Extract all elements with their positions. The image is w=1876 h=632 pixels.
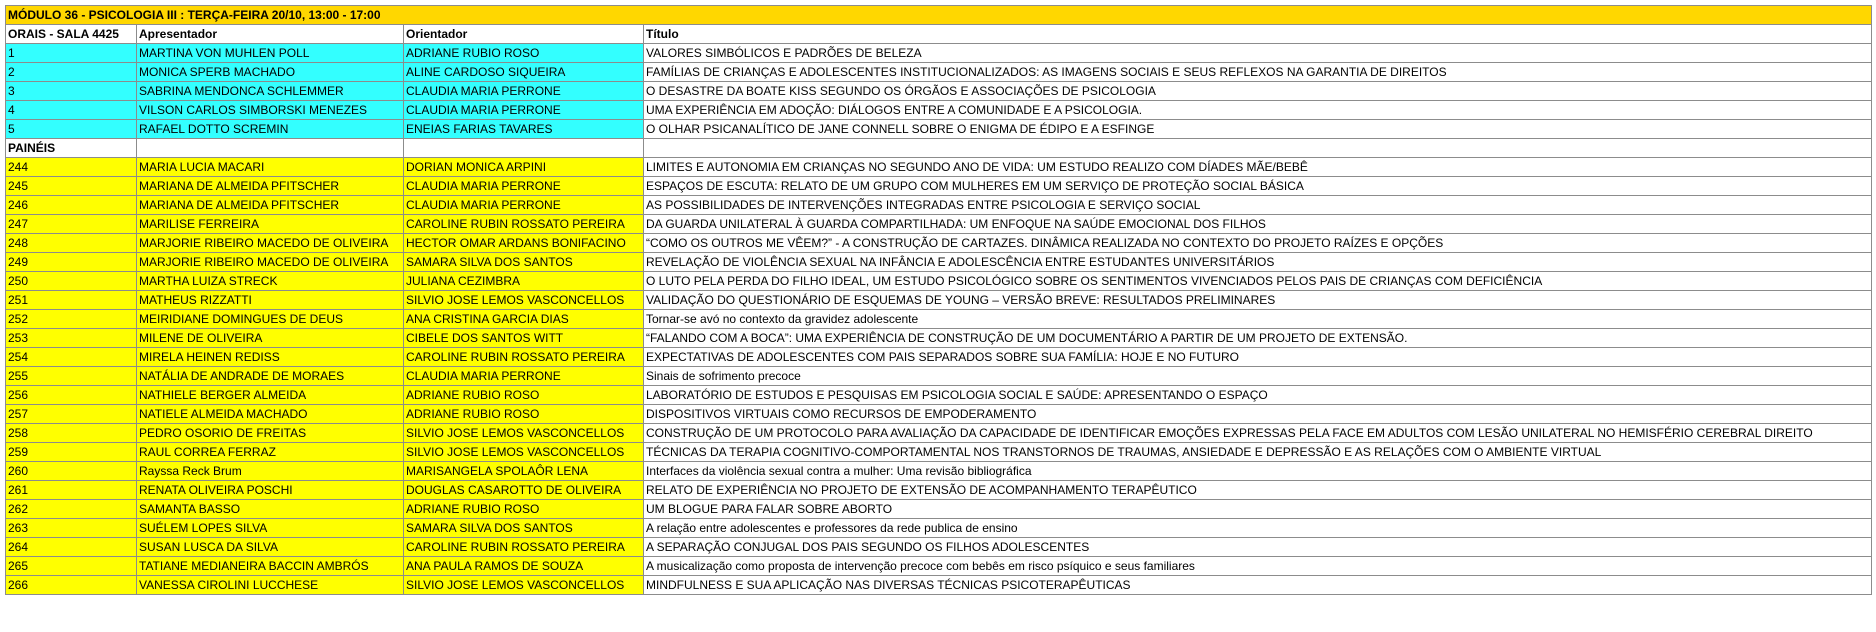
- table-row: [6, 158, 1872, 177]
- orientador-cell: ADRIANE RUBIO ROSO: [404, 500, 644, 519]
- row-number: 257: [6, 405, 137, 424]
- titulo-cell: A SEPARAÇÃO CONJUGAL DOS PAIS SEGUNDO OS FILHOS ADOLESCENTES: [644, 538, 1872, 557]
- title-row: [6, 6, 1872, 25]
- orientador-cell: ENEIAS FARIAS TAVARES: [404, 120, 644, 139]
- paineis-section-row: [6, 139, 1872, 158]
- row-number: 250: [6, 272, 137, 291]
- module-title: MÓDULO 36 - PSICOLOGIA III : TERÇA-FEIRA 20/10, 13:00 - 17:00: [6, 6, 1872, 25]
- orientador-cell: ALINE CARDOSO SIQUEIRA: [404, 63, 644, 82]
- apresentador-cell: SABRINA MENDONCA SCHLEMMER: [137, 82, 404, 101]
- row-number: 3: [6, 82, 137, 101]
- orientador-cell: ANA PAULA RAMOS DE SOUZA: [404, 557, 644, 576]
- apresentador-cell: MARIANA DE ALMEIDA PFITSCHER: [137, 196, 404, 215]
- table-row: [6, 253, 1872, 272]
- orientador-cell: SAMARA SILVA DOS SANTOS: [404, 253, 644, 272]
- empty-cell: [137, 139, 404, 158]
- row-number: 5: [6, 120, 137, 139]
- titulo-cell: O OLHAR PSICANALÍTICO DE JANE CONNELL SOBRE O ENIGMA DE ÉDIPO E A ESFINGE: [644, 120, 1872, 139]
- titulo-cell: Tornar-se avó no contexto da gravidez adolescente: [644, 310, 1872, 329]
- row-number: 266: [6, 576, 137, 595]
- titulo-cell: MINDFULNESS E SUA APLICAÇÃO NAS DIVERSAS TÉCNICAS PSICOTERAPÊUTICAS: [644, 576, 1872, 595]
- apresentador-cell: SAMANTA BASSO: [137, 500, 404, 519]
- table-row: [6, 576, 1872, 595]
- orientador-cell: SILVIO JOSE LEMOS VASCONCELLOS: [404, 424, 644, 443]
- apresentador-cell: NATÁLIA DE ANDRADE DE MORAES: [137, 367, 404, 386]
- row-number: 256: [6, 386, 137, 405]
- row-number: 2: [6, 63, 137, 82]
- titulo-cell: EXPECTATIVAS DE ADOLESCENTES COM PAIS SEPARADOS SOBRE SUA FAMÍLIA: HOJE E NO FUTURO: [644, 348, 1872, 367]
- titulo-cell: REVELAÇÃO DE VIOLÊNCIA SEXUAL NA INFÂNCIA E ADOLESCÊNCIA ENTRE ESTUDANTES UNIVERSITÁRIOS: [644, 253, 1872, 272]
- orientador-cell: ANA CRISTINA GARCIA DIAS: [404, 310, 644, 329]
- table-row: [6, 44, 1872, 63]
- schedule-table: [5, 5, 1872, 595]
- apresentador-cell: MARIANA DE ALMEIDA PFITSCHER: [137, 177, 404, 196]
- table-row: [6, 462, 1872, 481]
- row-number: 245: [6, 177, 137, 196]
- table-row: [6, 481, 1872, 500]
- row-number: 248: [6, 234, 137, 253]
- table-row: [6, 557, 1872, 576]
- titulo-cell: VALORES SIMBÓLICOS E PADRÕES DE BELEZA: [644, 44, 1872, 63]
- orientador-cell: SILVIO JOSE LEMOS VASCONCELLOS: [404, 443, 644, 462]
- table-row: [6, 519, 1872, 538]
- apresentador-cell: NATHIELE BERGER ALMEIDA: [137, 386, 404, 405]
- orientador-cell: CLAUDIA MARIA PERRONE: [404, 177, 644, 196]
- orientador-cell: ADRIANE RUBIO ROSO: [404, 386, 644, 405]
- titulo-cell: UMA EXPERIÊNCIA EM ADOÇÃO: DIÁLOGOS ENTRE A COMUNIDADE E A PSICOLOGIA.: [644, 101, 1872, 120]
- table-row: [6, 82, 1872, 101]
- table-row: [6, 63, 1872, 82]
- titulo-cell: DA GUARDA UNILATERAL À GUARDA COMPARTILHADA: UM ENFOQUE NA SAÚDE EMOCIONAL DOS FILHOS: [644, 215, 1872, 234]
- row-number: 261: [6, 481, 137, 500]
- titulo-cell: “COMO OS OUTROS ME VÊEM?” - A CONSTRUÇÃO DE CARTAZES. DINÂMICA REALIZADA NO CONTEXTO DO PROJETO RAÍZES E OPÇÕES: [644, 234, 1872, 253]
- orientador-cell: CIBELE DOS SANTOS WITT: [404, 329, 644, 348]
- orientador-cell: CLAUDIA MARIA PERRONE: [404, 196, 644, 215]
- titulo-cell: Interfaces da violência sexual contra a mulher: Uma revisão bibliográfica: [644, 462, 1872, 481]
- orientador-cell: SILVIO JOSE LEMOS VASCONCELLOS: [404, 291, 644, 310]
- titulo-cell: LIMITES E AUTONOMIA EM CRIANÇAS NO SEGUNDO ANO DE VIDA: UM ESTUDO REALIZO COM DÍADES MÃE/BEBÊ: [644, 158, 1872, 177]
- orientador-cell: JULIANA CEZIMBRA: [404, 272, 644, 291]
- apresentador-cell: MARTINA VON MUHLEN POLL: [137, 44, 404, 63]
- titulo-cell: A relação entre adolescentes e professores da rede publica de ensino: [644, 519, 1872, 538]
- row-number: 264: [6, 538, 137, 557]
- row-number: 262: [6, 500, 137, 519]
- table-row: [6, 443, 1872, 462]
- orientador-cell: SILVIO JOSE LEMOS VASCONCELLOS: [404, 576, 644, 595]
- row-number: 260: [6, 462, 137, 481]
- titulo-cell: ESPAÇOS DE ESCUTA: RELATO DE UM GRUPO COM MULHERES EM UM SERVIÇO DE PROTEÇÃO SOCIAL BÁSICA: [644, 177, 1872, 196]
- apresentador-cell: VANESSA CIROLINI LUCCHESE: [137, 576, 404, 595]
- table-row: [6, 386, 1872, 405]
- row-number: 258: [6, 424, 137, 443]
- row-number: 4: [6, 101, 137, 120]
- titulo-cell: O DESASTRE DA BOATE KISS SEGUNDO OS ÓRGÃOS E ASSOCIAÇÕES DE PSICOLOGIA: [644, 82, 1872, 101]
- titulo-cell: FAMÍLIAS DE CRIANÇAS E ADOLESCENTES INSTITUCIONALIZADOS: AS IMAGENS SOCIAIS E SEUS REFLEXOS NA GARANTIA DE DIREITOS: [644, 63, 1872, 82]
- apresentador-cell: SUÉLEM LOPES SILVA: [137, 519, 404, 538]
- row-number: 252: [6, 310, 137, 329]
- apresentador-cell: NATIELE ALMEIDA MACHADO: [137, 405, 404, 424]
- titulo-cell: RELATO DE EXPERIÊNCIA NO PROJETO DE EXTENSÃO DE ACOMPANHAMENTO TERAPÊUTICO: [644, 481, 1872, 500]
- header-titulo: Título: [644, 25, 1872, 44]
- apresentador-cell: VILSON CARLOS SIMBORSKI MENEZES: [137, 101, 404, 120]
- titulo-cell: “FALANDO COM A BOCA”: UMA EXPERIÊNCIA DE CONSTRUÇÃO DE UM DOCUMENTÁRIO A PARTIR DE UM PROJETO DE EXTENSÃO.: [644, 329, 1872, 348]
- table-row: [6, 196, 1872, 215]
- titulo-cell: TÉCNICAS DA TERAPIA COGNITIVO-COMPORTAMENTAL NOS TRANSTORNOS DE TRAUMAS, ANSIEDADE E DEPRESSÃO E AS RELAÇÕES COM O AMBIENTE VIRTUAL: [644, 443, 1872, 462]
- row-number: 251: [6, 291, 137, 310]
- table-row: [6, 348, 1872, 367]
- empty-cell: [404, 139, 644, 158]
- titulo-cell: DISPOSITIVOS VIRTUAIS COMO RECURSOS DE EMPODERAMENTO: [644, 405, 1872, 424]
- titulo-cell: O LUTO PELA PERDA DO FILHO IDEAL, UM ESTUDO PSICOLÓGICO SOBRE OS SENTIMENTOS VIVENCIADOS PELOS PAIS DE CRIANÇAS COM DEFICIÊNCIA: [644, 272, 1872, 291]
- apresentador-cell: Rayssa Reck Brum: [137, 462, 404, 481]
- apresentador-cell: MILENE DE OLIVEIRA: [137, 329, 404, 348]
- schedule-sheet: [5, 5, 1872, 595]
- row-number: 259: [6, 443, 137, 462]
- row-number: 253: [6, 329, 137, 348]
- apresentador-cell: MARIA LUCIA MACARI: [137, 158, 404, 177]
- table-row: [6, 215, 1872, 234]
- titulo-cell: Sinais de sofrimento precoce: [644, 367, 1872, 386]
- orientador-cell: DOUGLAS CASAROTTO DE OLIVEIRA: [404, 481, 644, 500]
- apresentador-cell: MIRELA HEINEN REDISS: [137, 348, 404, 367]
- table-row: [6, 272, 1872, 291]
- table-row: [6, 120, 1872, 139]
- row-number: 246: [6, 196, 137, 215]
- titulo-cell: A musicalização como proposta de intervenção precoce com bebês em risco psíquico e seus familiares: [644, 557, 1872, 576]
- row-number: 247: [6, 215, 137, 234]
- apresentador-cell: RAFAEL DOTTO SCREMIN: [137, 120, 404, 139]
- header-orientador: Orientador: [404, 25, 644, 44]
- titulo-cell: UM BLOGUE PARA FALAR SOBRE ABORTO: [644, 500, 1872, 519]
- orientador-cell: CLAUDIA MARIA PERRONE: [404, 101, 644, 120]
- row-number: 1: [6, 44, 137, 63]
- table-row: [6, 538, 1872, 557]
- orientador-cell: ADRIANE RUBIO ROSO: [404, 405, 644, 424]
- apresentador-cell: PEDRO OSORIO DE FREITAS: [137, 424, 404, 443]
- titulo-cell: CONSTRUÇÃO DE UM PROTOCOLO PARA AVALIAÇÃO DA CAPACIDADE DE IDENTIFICAR EMOÇÕES EXPRESSAS PELA FACE EM ADULTOS COM LESÃO UNILATERAL NO HEMISFÉRIO CEREBRAL DIREITO: [644, 424, 1872, 443]
- table-row: [6, 101, 1872, 120]
- table-row: [6, 405, 1872, 424]
- apresentador-cell: RAUL CORREA FERRAZ: [137, 443, 404, 462]
- orientador-cell: DORIAN MONICA ARPINI: [404, 158, 644, 177]
- row-number: 265: [6, 557, 137, 576]
- table-row: [6, 310, 1872, 329]
- apresentador-cell: MONICA SPERB MACHADO: [137, 63, 404, 82]
- apresentador-cell: MARJORIE RIBEIRO MACEDO DE OLIVEIRA: [137, 234, 404, 253]
- apresentador-cell: MARJORIE RIBEIRO MACEDO DE OLIVEIRA: [137, 253, 404, 272]
- row-number: 244: [6, 158, 137, 177]
- titulo-cell: AS POSSIBILIDADES DE INTERVENÇÕES INTEGRADAS ENTRE PSICOLOGIA E SERVIÇO SOCIAL: [644, 196, 1872, 215]
- orientador-cell: CLAUDIA MARIA PERRONE: [404, 82, 644, 101]
- apresentador-cell: SUSAN LUSCA DA SILVA: [137, 538, 404, 557]
- orientador-cell: CLAUDIA MARIA PERRONE: [404, 367, 644, 386]
- orientador-cell: HECTOR OMAR ARDANS BONIFACINO: [404, 234, 644, 253]
- table-row: [6, 329, 1872, 348]
- apresentador-cell: MATHEUS RIZZATTI: [137, 291, 404, 310]
- table-row: [6, 424, 1872, 443]
- orientador-cell: ADRIANE RUBIO ROSO: [404, 44, 644, 63]
- table-row: [6, 291, 1872, 310]
- header-apresentador: Apresentador: [137, 25, 404, 44]
- table-row: [6, 367, 1872, 386]
- table-row: [6, 234, 1872, 253]
- header-orais: ORAIS - SALA 4425: [6, 25, 137, 44]
- row-number: 263: [6, 519, 137, 538]
- row-number: 255: [6, 367, 137, 386]
- orientador-cell: SAMARA SILVA DOS SANTOS: [404, 519, 644, 538]
- orientador-cell: CAROLINE RUBIN ROSSATO PEREIRA: [404, 215, 644, 234]
- orientador-cell: CAROLINE RUBIN ROSSATO PEREIRA: [404, 348, 644, 367]
- table-row: [6, 500, 1872, 519]
- row-number: 249: [6, 253, 137, 272]
- apresentador-cell: MARILISE FERREIRA: [137, 215, 404, 234]
- row-number: 254: [6, 348, 137, 367]
- orientador-cell: CAROLINE RUBIN ROSSATO PEREIRA: [404, 538, 644, 557]
- apresentador-cell: MEIRIDIANE DOMINGUES DE DEUS: [137, 310, 404, 329]
- header-row: [6, 25, 1872, 44]
- table-row: [6, 177, 1872, 196]
- paineis-label: PAINÉIS: [6, 139, 137, 158]
- titulo-cell: VALIDAÇÃO DO QUESTIONÁRIO DE ESQUEMAS DE YOUNG – VERSÃO BREVE: RESULTADOS PRELIMINARES: [644, 291, 1872, 310]
- apresentador-cell: TATIANE MEDIANEIRA BACCIN AMBRÓS: [137, 557, 404, 576]
- empty-cell: [644, 139, 1872, 158]
- titulo-cell: LABORATÓRIO DE ESTUDOS E PESQUISAS EM PSICOLOGIA SOCIAL E SAÚDE: APRESENTANDO O ESPAÇO: [644, 386, 1872, 405]
- apresentador-cell: RENATA OLIVEIRA POSCHI: [137, 481, 404, 500]
- orientador-cell: MARISANGELA SPOLAÔR LENA: [404, 462, 644, 481]
- apresentador-cell: MARTHA LUIZA STRECK: [137, 272, 404, 291]
